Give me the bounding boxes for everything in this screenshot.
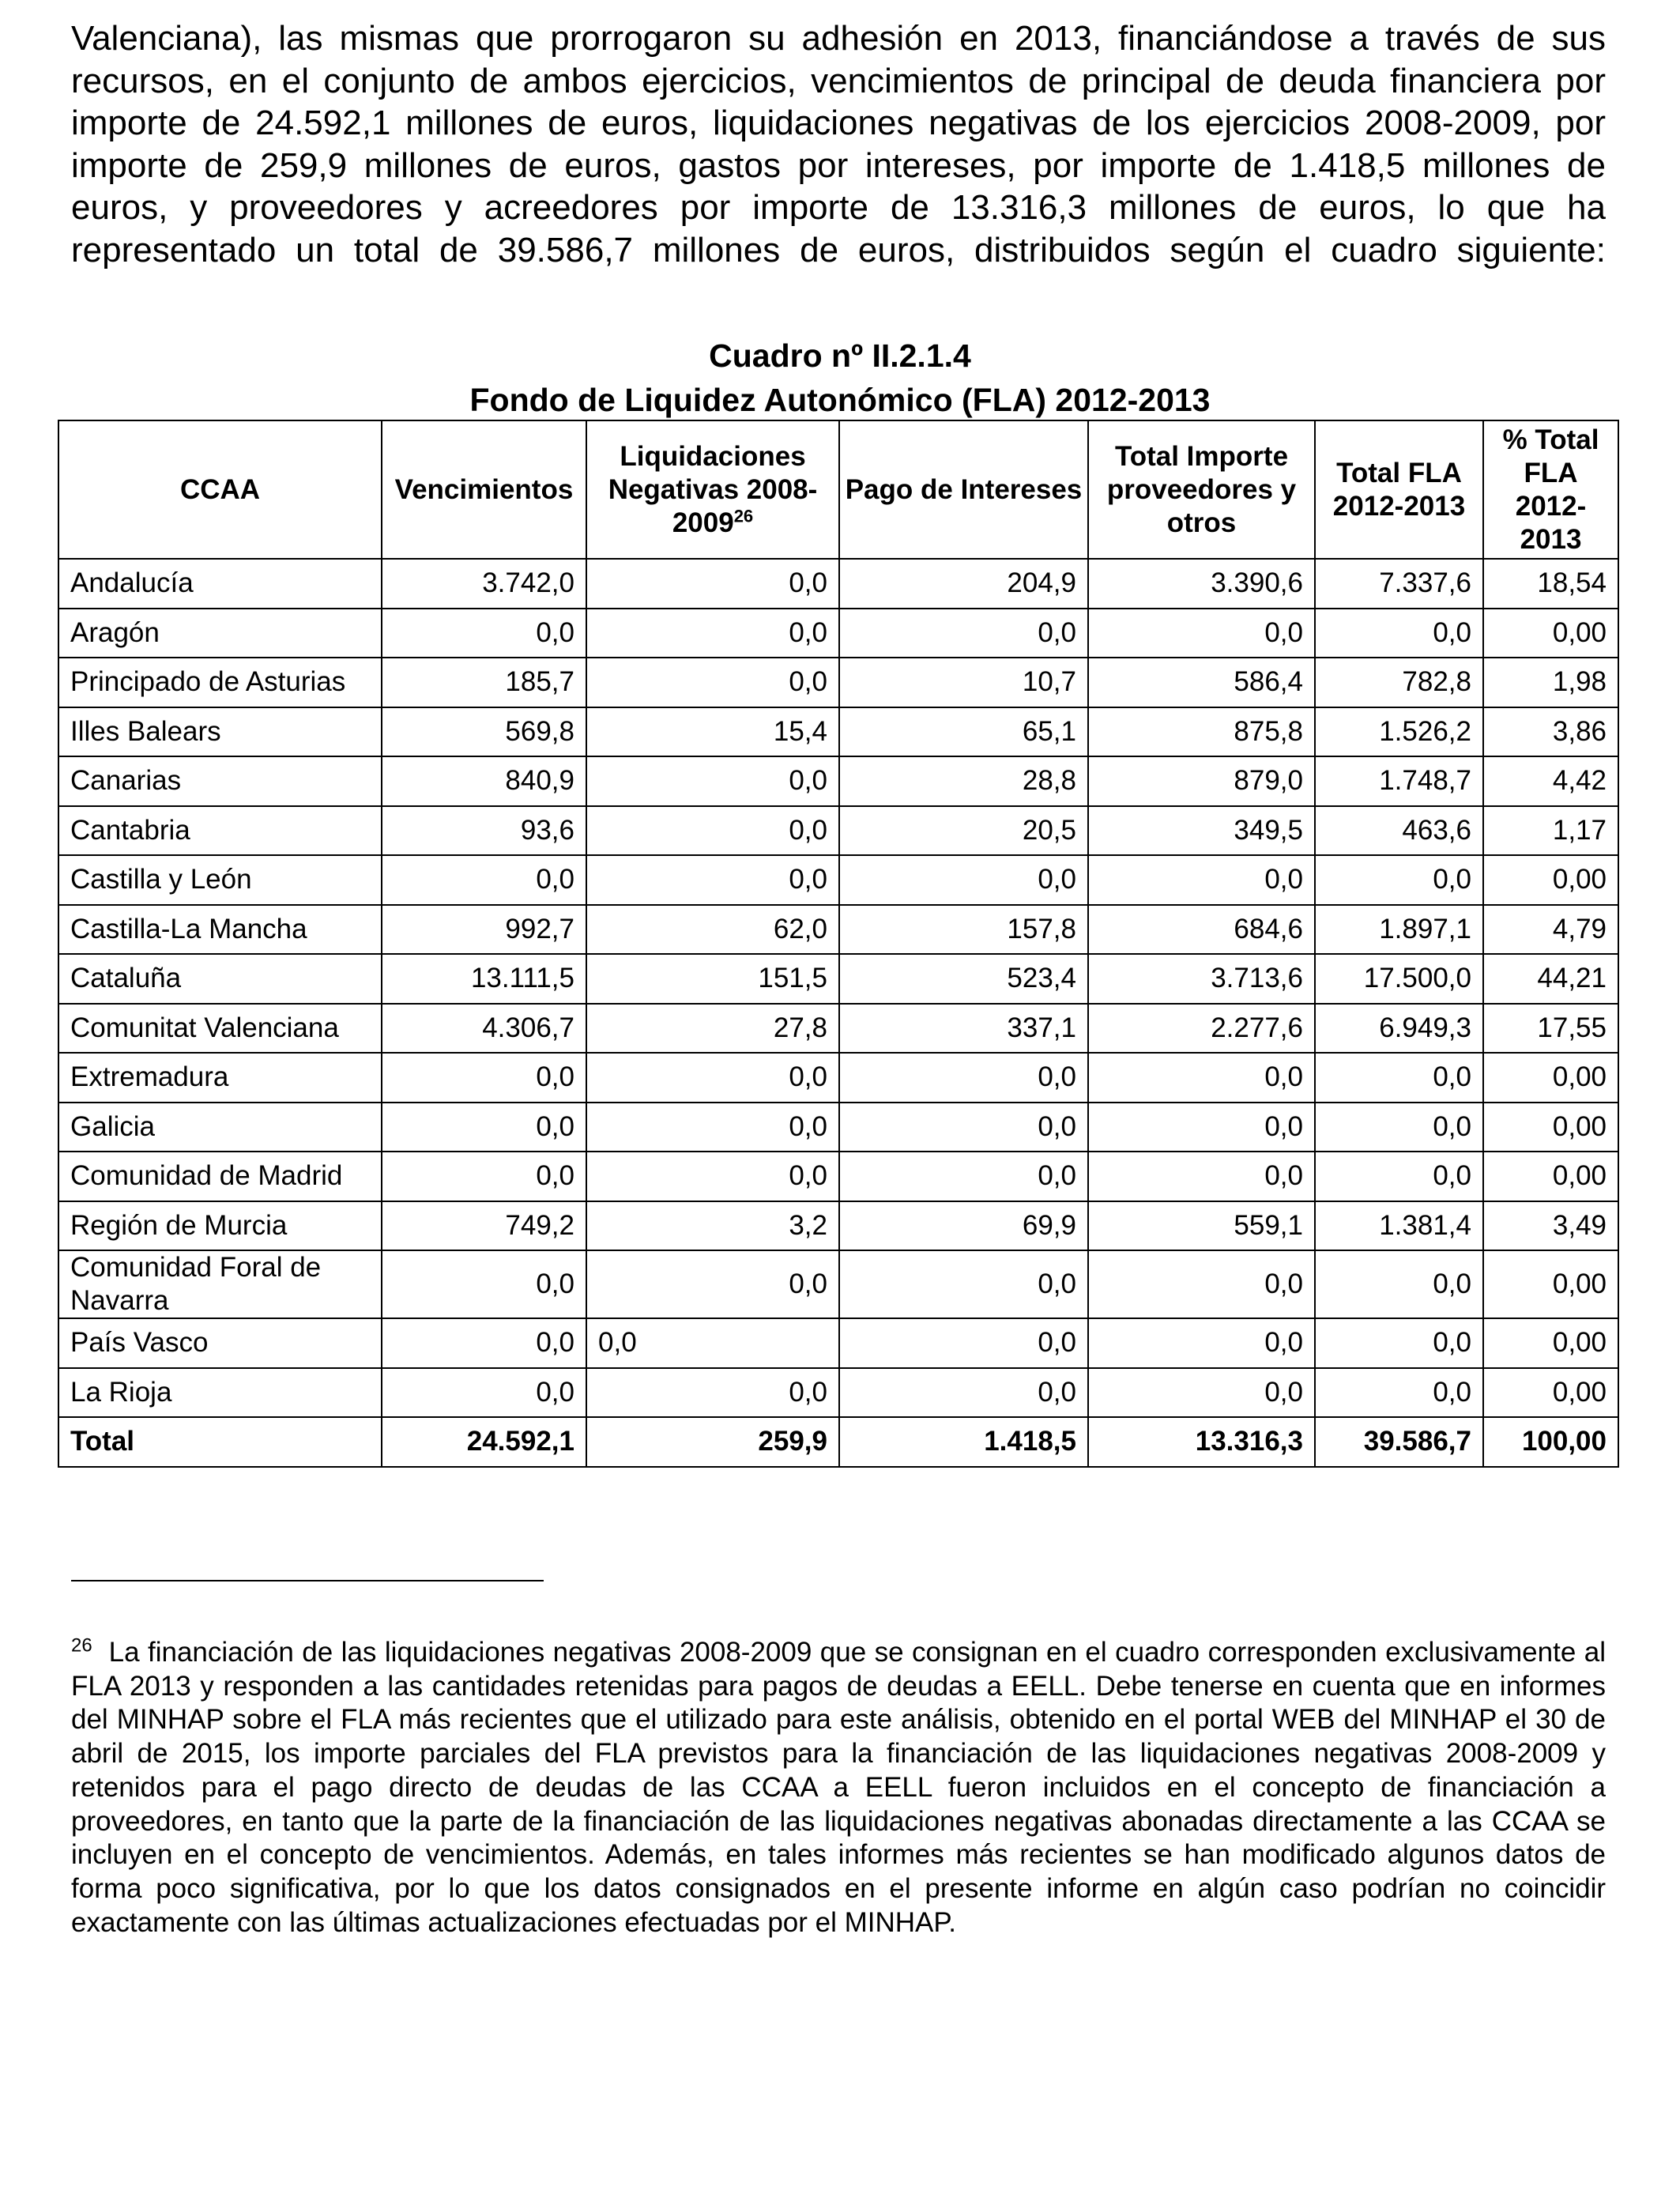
cell-intereses: 20,5 xyxy=(839,806,1088,856)
cell-pct-total: 0,00 xyxy=(1483,1368,1618,1418)
table-row xyxy=(58,1103,1618,1152)
cell-ccaa: Andalucía xyxy=(58,559,382,609)
cell-liquidaciones: 0,0 xyxy=(586,806,839,856)
cell-intereses: 0,0 xyxy=(839,1103,1088,1152)
cell-intereses: 0,0 xyxy=(839,1152,1088,1201)
table-row xyxy=(58,1053,1618,1103)
cell-total-fla: 463,6 xyxy=(1315,806,1483,856)
footnote-ref-26: 26 xyxy=(733,505,754,526)
cell-pct-total: 0,00 xyxy=(1483,609,1618,658)
cell-vencimientos: 3.742,0 xyxy=(382,559,586,609)
table-row xyxy=(58,1368,1618,1418)
cell-liquidaciones: 0,0 xyxy=(586,559,839,609)
cell-ccaa: Extremadura xyxy=(58,1053,382,1103)
table-row xyxy=(58,905,1618,955)
cell-proveedores: 3.390,6 xyxy=(1088,559,1315,609)
cell-total-fla: 0,0 xyxy=(1315,1103,1483,1152)
cell-ccaa: Galicia xyxy=(58,1103,382,1152)
cell-proveedores: 3.713,6 xyxy=(1088,954,1315,1004)
cell-liquidaciones: 259,9 xyxy=(586,1417,839,1467)
header-vencimientos: Vencimientos xyxy=(382,420,586,559)
cell-proveedores: 875,8 xyxy=(1088,707,1315,757)
cell-total-fla: 39.586,7 xyxy=(1315,1417,1483,1467)
cell-vencimientos: 749,2 xyxy=(382,1201,586,1251)
header-intereses: Pago de Intereses xyxy=(839,420,1088,559)
cell-proveedores: 349,5 xyxy=(1088,806,1315,856)
cell-ccaa: Principado de Asturias xyxy=(58,658,382,707)
cell-liquidaciones: 0,0 xyxy=(586,658,839,707)
cell-vencimientos: 992,7 xyxy=(382,905,586,955)
cell-ccaa: Comunidad de Madrid xyxy=(58,1152,382,1201)
footnote xyxy=(71,1636,1606,1940)
table-row xyxy=(58,855,1618,905)
cell-pct-total: 4,42 xyxy=(1483,756,1618,806)
cell-intereses: 0,0 xyxy=(839,609,1088,658)
cell-vencimientos: 0,0 xyxy=(382,855,586,905)
cell-liquidaciones: 0,0 xyxy=(586,855,839,905)
cell-total-fla: 0,0 xyxy=(1315,1152,1483,1201)
cell-vencimientos: 0,0 xyxy=(382,1152,586,1201)
cell-total-fla: 6.949,3 xyxy=(1315,1004,1483,1054)
cell-liquidaciones: 27,8 xyxy=(586,1004,839,1054)
cell-intereses: 0,0 xyxy=(839,1053,1088,1103)
cell-pct-total: 44,21 xyxy=(1483,954,1618,1004)
cell-intereses: 204,9 xyxy=(839,559,1088,609)
cell-liquidaciones: 15,4 xyxy=(586,707,839,757)
table-row xyxy=(58,658,1618,707)
cell-total-fla: 0,0 xyxy=(1315,609,1483,658)
cell-intereses: 28,8 xyxy=(839,756,1088,806)
fla-table xyxy=(58,420,1619,1468)
cell-proveedores: 0,0 xyxy=(1088,1250,1315,1318)
cell-ccaa: Illes Balears xyxy=(58,707,382,757)
cell-proveedores: 684,6 xyxy=(1088,905,1315,955)
header-ccaa: CCAA xyxy=(58,420,382,559)
cell-ccaa: La Rioja xyxy=(58,1368,382,1418)
cell-pct-total: 100,00 xyxy=(1483,1417,1618,1467)
cell-ccaa: Castilla-La Mancha xyxy=(58,905,382,955)
cell-vencimientos: 840,9 xyxy=(382,756,586,806)
cell-ccaa: Cataluña xyxy=(58,954,382,1004)
cell-ccaa: Comunitat Valenciana xyxy=(58,1004,382,1054)
cell-liquidaciones: 0,0 xyxy=(586,1053,839,1103)
cell-total-fla: 0,0 xyxy=(1315,1053,1483,1103)
cell-liquidaciones: 0,0 xyxy=(586,756,839,806)
cell-total-fla: 17.500,0 xyxy=(1315,954,1483,1004)
cell-proveedores: 0,0 xyxy=(1088,1318,1315,1368)
table-row xyxy=(58,1152,1618,1201)
table-row xyxy=(58,1250,1618,1318)
cell-pct-total: 0,00 xyxy=(1483,1318,1618,1368)
cell-liquidaciones: 0,0 xyxy=(586,1152,839,1201)
cell-intereses: 0,0 xyxy=(839,1368,1088,1418)
footnote-separator xyxy=(71,1580,544,1581)
cell-pct-total: 0,00 xyxy=(1483,855,1618,905)
table-caption-number: Cuadro nº II.2.1.4 xyxy=(709,337,971,374)
cell-intereses: 0,0 xyxy=(839,1318,1088,1368)
cell-vencimientos: 0,0 xyxy=(382,1053,586,1103)
table-row xyxy=(58,1318,1618,1368)
cell-pct-total: 0,00 xyxy=(1483,1053,1618,1103)
cell-proveedores: 0,0 xyxy=(1088,855,1315,905)
cell-proveedores: 0,0 xyxy=(1088,1103,1315,1152)
cell-ccaa: Región de Murcia xyxy=(58,1201,382,1251)
cell-vencimientos: 13.111,5 xyxy=(382,954,586,1004)
cell-liquidaciones: 0,0 xyxy=(586,1103,839,1152)
cell-total-fla: 1.897,1 xyxy=(1315,905,1483,955)
cell-liquidaciones: 62,0 xyxy=(586,905,839,955)
cell-pct-total: 17,55 xyxy=(1483,1004,1618,1054)
cell-ccaa: Canarias xyxy=(58,756,382,806)
table-row xyxy=(58,559,1618,609)
cell-proveedores: 2.277,6 xyxy=(1088,1004,1315,1054)
cell-vencimientos: 0,0 xyxy=(382,1250,586,1318)
cell-intereses: 65,1 xyxy=(839,707,1088,757)
cell-liquidaciones: 0,0 xyxy=(586,1250,839,1318)
cell-intereses: 337,1 xyxy=(839,1004,1088,1054)
table-row xyxy=(58,954,1618,1004)
cell-liquidaciones: 151,5 xyxy=(586,954,839,1004)
cell-ccaa: Aragón xyxy=(58,609,382,658)
cell-proveedores: 0,0 xyxy=(1088,1152,1315,1201)
header-liquidaciones xyxy=(586,420,839,559)
cell-pct-total: 0,00 xyxy=(1483,1103,1618,1152)
table-row xyxy=(58,1004,1618,1054)
cell-vencimientos: 185,7 xyxy=(382,658,586,707)
cell-total-fla: 0,0 xyxy=(1315,855,1483,905)
cell-liquidaciones: 0,0 xyxy=(586,1368,839,1418)
cell-total-fla: 1.381,4 xyxy=(1315,1201,1483,1251)
table-header-row xyxy=(58,420,1618,559)
cell-intereses: 69,9 xyxy=(839,1201,1088,1251)
cell-intereses: 1.418,5 xyxy=(839,1417,1088,1467)
cell-vencimientos: 569,8 xyxy=(382,707,586,757)
header-total-fla: Total FLA 2012-2013 xyxy=(1315,420,1483,559)
cell-total-fla: 0,0 xyxy=(1315,1250,1483,1318)
cell-ccaa: Castilla y León xyxy=(58,855,382,905)
cell-pct-total: 3,86 xyxy=(1483,707,1618,757)
cell-proveedores: 0,0 xyxy=(1088,1368,1315,1418)
table-row xyxy=(58,609,1618,658)
cell-intereses: 0,0 xyxy=(839,1250,1088,1318)
table-row xyxy=(58,756,1618,806)
cell-total-fla: 0,0 xyxy=(1315,1318,1483,1368)
cell-intereses: 157,8 xyxy=(839,905,1088,955)
cell-pct-total: 0,00 xyxy=(1483,1152,1618,1201)
cell-vencimientos: 0,0 xyxy=(382,1368,586,1418)
cell-pct-total: 1,17 xyxy=(1483,806,1618,856)
cell-intereses: 523,4 xyxy=(839,954,1088,1004)
cell-pct-total: 1,98 xyxy=(1483,658,1618,707)
cell-proveedores: 13.316,3 xyxy=(1088,1417,1315,1467)
cell-total-fla: 1.526,2 xyxy=(1315,707,1483,757)
cell-total-fla: 1.748,7 xyxy=(1315,756,1483,806)
cell-proveedores: 0,0 xyxy=(1088,609,1315,658)
cell-proveedores: 879,0 xyxy=(1088,756,1315,806)
cell-vencimientos: 0,0 xyxy=(382,1103,586,1152)
header-liquidaciones-label: Liquidaciones Negativas 2008-2009 xyxy=(608,440,818,538)
table-row xyxy=(58,1201,1618,1251)
cell-liquidaciones: 3,2 xyxy=(586,1201,839,1251)
cell-ccaa: País Vasco xyxy=(58,1318,382,1368)
cell-intereses: 0,0 xyxy=(839,855,1088,905)
header-proveedores: Total Importe proveedores y otros xyxy=(1088,420,1315,559)
table-caption-title: Fondo de Liquidez Autonómico (FLA) 2012-2013 xyxy=(469,382,1211,418)
cell-pct-total: 4,79 xyxy=(1483,905,1618,955)
cell-proveedores: 0,0 xyxy=(1088,1053,1315,1103)
cell-proveedores: 559,1 xyxy=(1088,1201,1315,1251)
intro-paragraph: Valenciana), las mismas que prorrogaron su adhesión en 2013, financiándose a través de sus recursos, en el conjunto de ambos ejercicios, vencimientos de principal de deuda financiera por importe de 24.592,1 millones de euros, liquidaciones negativas de los ejercicios 2008-2009, por importe de 259,9 millones de euros, gastos por intereses, por importe de 1.418,5 millones de euros, y proveedores y acreedores por importe de 13.316,3 millones de euros, lo que ha representado un total de 39.586,7 millones de euros, distribuidos según el cuadro siguiente: xyxy=(71,19,1606,270)
cell-total-fla: 0,0 xyxy=(1315,1368,1483,1418)
footnote-text: La financiación de las liquidaciones negativas 2008-2009 que se consignan en el cuadro corresponden exclusivamente al FLA 2013 y responden a las cantidades retenidas para pagos de deudas a EELL. Debe tenerse en cuenta que en informes del MINHAP sobre el FLA más recientes que el utilizado para este análisis, obtenido en el portal WEB del MINHAP el 30 de abril de 2015, los importe parciales del FLA previstos para la financiación de las liquidaciones negativas 2008-2009 y retenidos para el pago directo de deudas de las CCAA a EELL fueron incluidos en el concepto de financiación a proveedores, en tanto que la parte de la financiación de las liquidaciones negativas abonadas directamente a las CCAA se incluyen en el concepto de vencimientos. Además, en tales informes más recientes se han modificado algunos datos de forma poco significativa, por lo que los datos consignados en el presente informe en algún caso podrían no coincidir exactamente con las últimas actualizaciones efectuadas por el MINHAP. xyxy=(71,1637,1606,1938)
cell-vencimientos: 4.306,7 xyxy=(382,1004,586,1054)
header-pct-total: % Total FLA 2012-2013 xyxy=(1483,420,1618,559)
footnote-number: 26 xyxy=(71,1634,92,1657)
cell-vencimientos: 24.592,1 xyxy=(382,1417,586,1467)
cell-pct-total: 3,49 xyxy=(1483,1201,1618,1251)
cell-ccaa: Comunidad Foral de Navarra xyxy=(58,1250,382,1318)
cell-pct-total: 18,54 xyxy=(1483,559,1618,609)
table-row xyxy=(58,707,1618,757)
cell-vencimientos: 0,0 xyxy=(382,609,586,658)
cell-ccaa: Total xyxy=(58,1417,382,1467)
cell-proveedores: 586,4 xyxy=(1088,658,1315,707)
cell-intereses: 10,7 xyxy=(839,658,1088,707)
cell-total-fla: 782,8 xyxy=(1315,658,1483,707)
cell-vencimientos: 0,0 xyxy=(382,1318,586,1368)
cell-liquidaciones: 0,0 xyxy=(586,609,839,658)
table-total-row xyxy=(58,1417,1618,1467)
cell-ccaa: Cantabria xyxy=(58,806,382,856)
table-row xyxy=(58,806,1618,856)
cell-pct-total: 0,00 xyxy=(1483,1250,1618,1318)
cell-liquidaciones: 0,0 xyxy=(586,1318,839,1368)
cell-vencimientos: 93,6 xyxy=(382,806,586,856)
cell-total-fla: 7.337,6 xyxy=(1315,559,1483,609)
